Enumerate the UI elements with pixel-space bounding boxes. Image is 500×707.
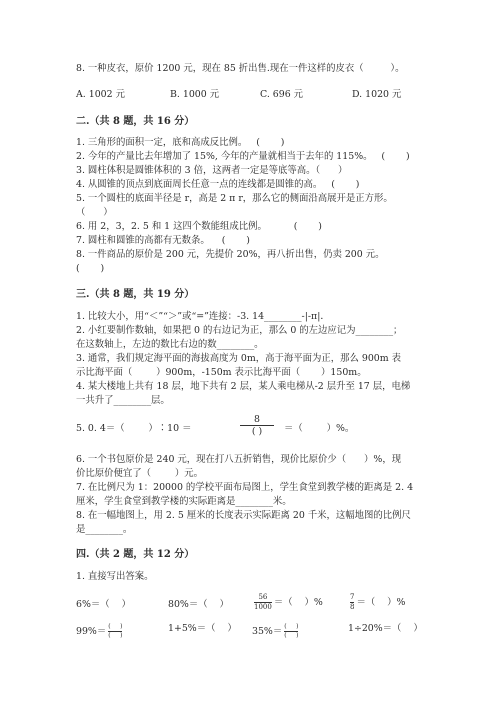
s3-line-9: 价比原价便宜了（ ）元。 — [76, 468, 203, 479]
s2-line-10: ( ) — [76, 263, 105, 274]
option-d: D. 1020 元 — [352, 89, 402, 100]
numerator: 7 — [350, 593, 355, 601]
calc-text: 1÷20%＝（ ） — [348, 623, 423, 634]
calc-text: 99%＝ — [76, 625, 107, 637]
calc-text: ＝（ ）% — [273, 596, 323, 608]
calc-text: 6%＝（ ） — [76, 599, 131, 610]
option-c: C. 696 元 — [260, 89, 304, 100]
calc-r2-col1 — [76, 624, 124, 639]
s3-line-3: 在这数轴上，左边的数比右边的数________。 — [76, 339, 264, 350]
s3-line-11: 厘米，学生食堂到教学楼的实际距离是________米。 — [76, 496, 292, 507]
calc-r2-col3 — [252, 624, 300, 639]
question-8-stem: 8. 一种皮衣，原价 1200 元，现在 85 折出售.现在一件这样的皮衣（ ）。 — [76, 63, 405, 74]
s2-line-6: （ ） — [76, 207, 113, 218]
calc-text: 35%＝ — [252, 625, 283, 637]
s2-line-1: 1. 三角形的面积一定，底和高成反比例。 ( ) — [76, 137, 285, 148]
denominator: ( ) — [108, 632, 123, 639]
s3-q5-suffix: ＝（ ）%。 — [284, 423, 355, 434]
calc-text: ＝（ ）% — [356, 596, 406, 608]
section-3-title: 三.（共 8 题，共 19 分） — [76, 289, 195, 300]
s2-line-4: 4. 从圆锥的顶点到底面周长任意一点的连线都是圆锥的高。 ( ) — [76, 179, 360, 190]
option-a: A. 1002 元 — [76, 89, 125, 100]
calc-text: 1+5%＝（ ） — [168, 623, 237, 634]
s3-q5-prefix: 5. 0. 4＝（ ）∶10 ＝ — [76, 423, 192, 434]
calc-fraction — [284, 624, 298, 639]
section-2-title: 二.（共 8 题，共 16 分） — [76, 116, 195, 127]
q5-numerator: 8 — [254, 414, 260, 425]
numerator: ( ) — [108, 623, 123, 630]
calc-text: 80%＝（ ） — [168, 599, 229, 610]
calc-fraction — [108, 624, 122, 639]
s2-line-3: 3. 圆柱体积是圆锥体积的 3 倍，这两者一定是等底等高。（ ） — [76, 165, 348, 176]
s3-line-4: 3. 通常，我们规定海平面的海拔高度为 0m，高于海平面为正，那么 900m 表 — [76, 353, 402, 364]
s2-line-9: 8. 一件商品的原价是 200 元，先提价 20%，再八折出售，仍卖 200 元。 — [76, 249, 385, 260]
section-4-title: 四.（共 2 题，共 12 分） — [76, 549, 195, 560]
s3-line-8: 6. 一个书包原价是 240 元，现在打八五折销售，现价比原价少（ ）%，现 — [76, 454, 402, 465]
numerator: 56 — [258, 593, 268, 601]
q5-denominator: ( ) — [251, 426, 263, 438]
s3-line-10: 7. 在比例尺为 1：20000 的学校平面布局图上，学生食堂到教学楼的距离是 2. 4 — [76, 482, 414, 493]
s3-line-12: 8. 在一幅地图上，用 2. 5 厘米的长度表示实际距离 20 千米，这幅地图的比例尺 — [76, 510, 411, 521]
denominator: 8 — [350, 603, 355, 611]
denominator: 1000 — [254, 603, 272, 611]
s3-line-2: 2. 小红要制作数轴，如果把 0 的右边记为正，那么 0 的左边应记为________； — [76, 325, 403, 336]
s3-line-5: 示比海平面（ ）900m，-150m 表示比海平面（ ）150m。 — [76, 367, 367, 378]
calc-r2-col2 — [168, 624, 237, 633]
s2-line-5: 5. 一个圆柱的底面半径是 r，高是 2 π r，那么它的侧面沿高展开是正方形。 — [76, 193, 393, 204]
s2-line-8: 7. 圆柱和圆锥的高都有无数条。 ( ) — [76, 235, 250, 246]
s4-intro: 1. 直接写出答案。 — [76, 571, 154, 582]
numerator: ( ) — [284, 623, 299, 630]
s3-line-6: 4. 某大楼地上共有 18 层，地下共有 2 层，某人乘电梯从-2 层升至 17 层，电梯 — [76, 381, 411, 392]
s2-line-2: 2. 今年的产量比去年增加了 15%, 今年的产量就相当于去年的 115%。 ( ) — [76, 151, 410, 162]
s3-line-1: 1. 比较大小，用“＜”“＞”或“=”连接：-3. 14________-|-π|． — [76, 311, 330, 322]
denominator: ( ) — [284, 632, 299, 639]
s2-line-7: 6. 用 2，3，2. 5 和 1 这四个数能组成比例。 ( ) — [76, 221, 322, 232]
s3-line-7: 一共升了________层。 — [76, 395, 170, 406]
option-b: B. 1000 元 — [170, 89, 220, 100]
calc-r2-col4 — [348, 624, 423, 633]
s3-line-13: 是________。 — [76, 524, 133, 535]
